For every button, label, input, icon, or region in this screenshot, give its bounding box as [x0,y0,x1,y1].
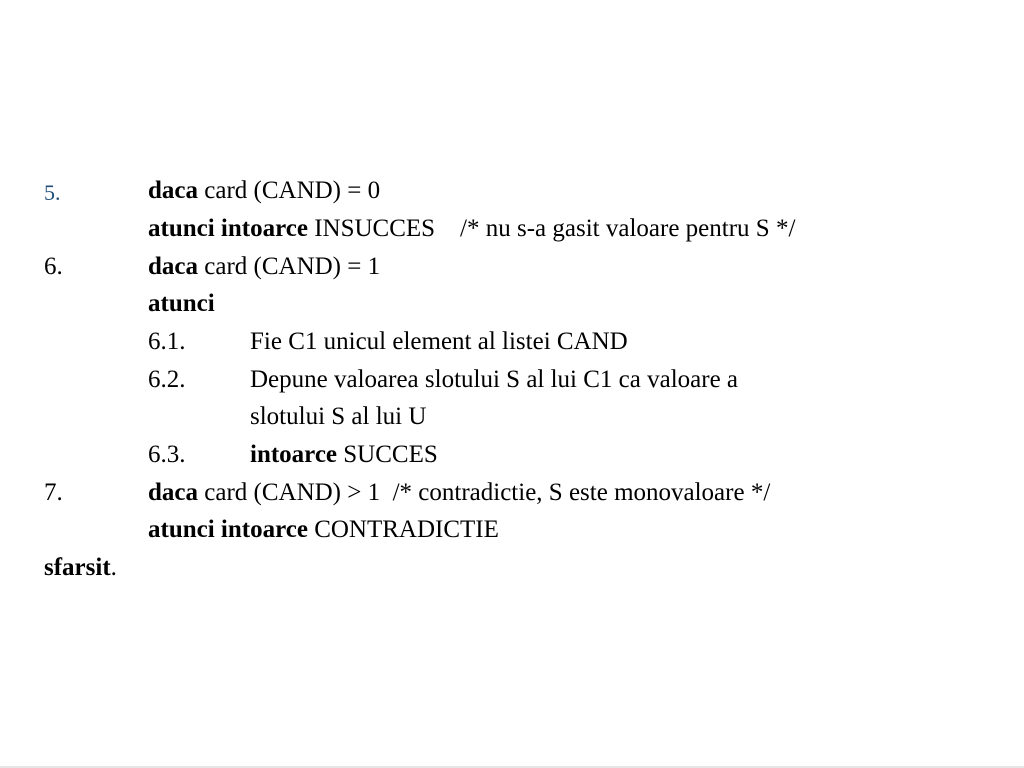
keyword-daca: daca [148,253,198,280]
end-period: . [110,554,117,581]
step-5-action-text: INSUCCES /* nu s-a gasit valoare pentru S */ [307,215,796,242]
step-6-2-text: Depune valoarea slotului S al lui C1 ca valoare a [250,366,739,393]
keyword-atunci-intoarce: atunci intoarce [148,516,308,543]
keyword-intoarce: intoarce [250,441,338,468]
keyword-daca: daca [148,479,198,506]
keyword-daca: daca [148,177,198,204]
step-6-2-text-continued: slotului S al lui U [250,403,427,430]
step-6-1-text: Fie C1 unicul element al listei CAND [250,328,628,355]
step-7-condition [148,478,770,508]
step-5-condition [148,176,380,206]
step-6-2-number: 6.2. [148,366,186,393]
step-7-action-text: CONTRADICTIE [307,516,499,543]
step-5-number: 5. [44,180,61,205]
keyword-sfarsit: sfarsit [44,554,111,581]
step-7-number: 7. [44,479,63,506]
step-6-3-rest: SUCCES [337,441,438,468]
keyword-atunci-intoarce: atunci intoarce [148,215,308,242]
step-6-condition [148,252,380,282]
step-7-action [148,515,499,545]
step-6-1-number: 6.1. [148,328,186,355]
step-6-3-text [250,440,438,470]
step-6-atunci: atunci [148,290,215,317]
step-6-number: 6. [44,253,63,280]
step-6-3-number: 6.3. [148,441,186,468]
step-6-condition-text: card (CAND) = 1 [198,253,381,280]
step-5-condition-text: card (CAND) = 0 [198,177,381,204]
end-statement [44,553,117,583]
step-5-action [148,214,795,244]
step-7-condition-text: card (CAND) > 1 /* contradictie, S este monovaloare */ [198,479,771,506]
